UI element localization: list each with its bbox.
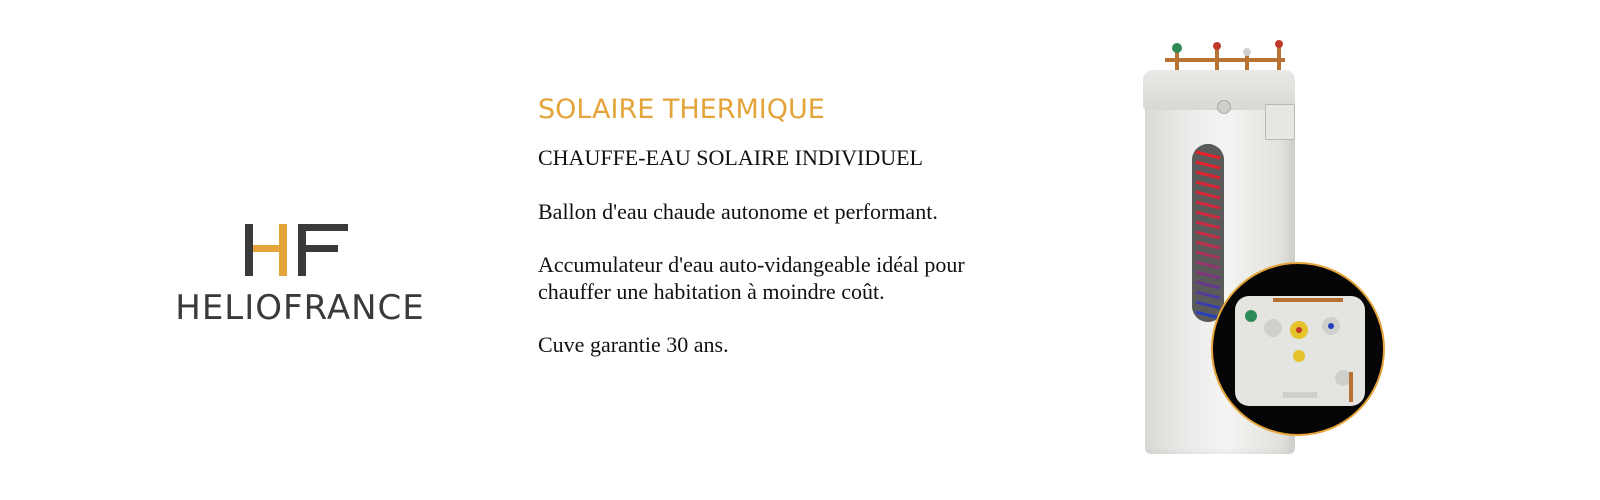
heating-coil-icon xyxy=(1192,144,1224,322)
product-description xyxy=(538,92,1038,358)
control-panel xyxy=(1265,104,1295,140)
description-line-3: chauffer une habitation à moindre coût. xyxy=(538,279,885,304)
water-heater-image xyxy=(1135,40,1395,440)
description-line-4: Cuve garantie 30 ans. xyxy=(538,332,729,357)
coil-window xyxy=(1192,144,1224,322)
heliofrance-logo xyxy=(150,218,450,330)
category-heading: SOLAIRE THERMIQUE xyxy=(538,94,825,125)
top-view-inset xyxy=(1211,262,1385,436)
brand-name: HELIOFRANCE xyxy=(175,288,425,328)
product-title: CHAUFFE-EAU SOLAIRE INDIVIDUEL xyxy=(538,145,923,170)
knob-icon xyxy=(1217,100,1231,114)
description-line-2: Accumulateur d'eau auto-vidangeable idéal pour xyxy=(538,252,965,277)
description-line-1: Ballon d'eau chaude autonome et performant. xyxy=(538,199,938,224)
tank-top-view-icon xyxy=(1213,264,1385,436)
